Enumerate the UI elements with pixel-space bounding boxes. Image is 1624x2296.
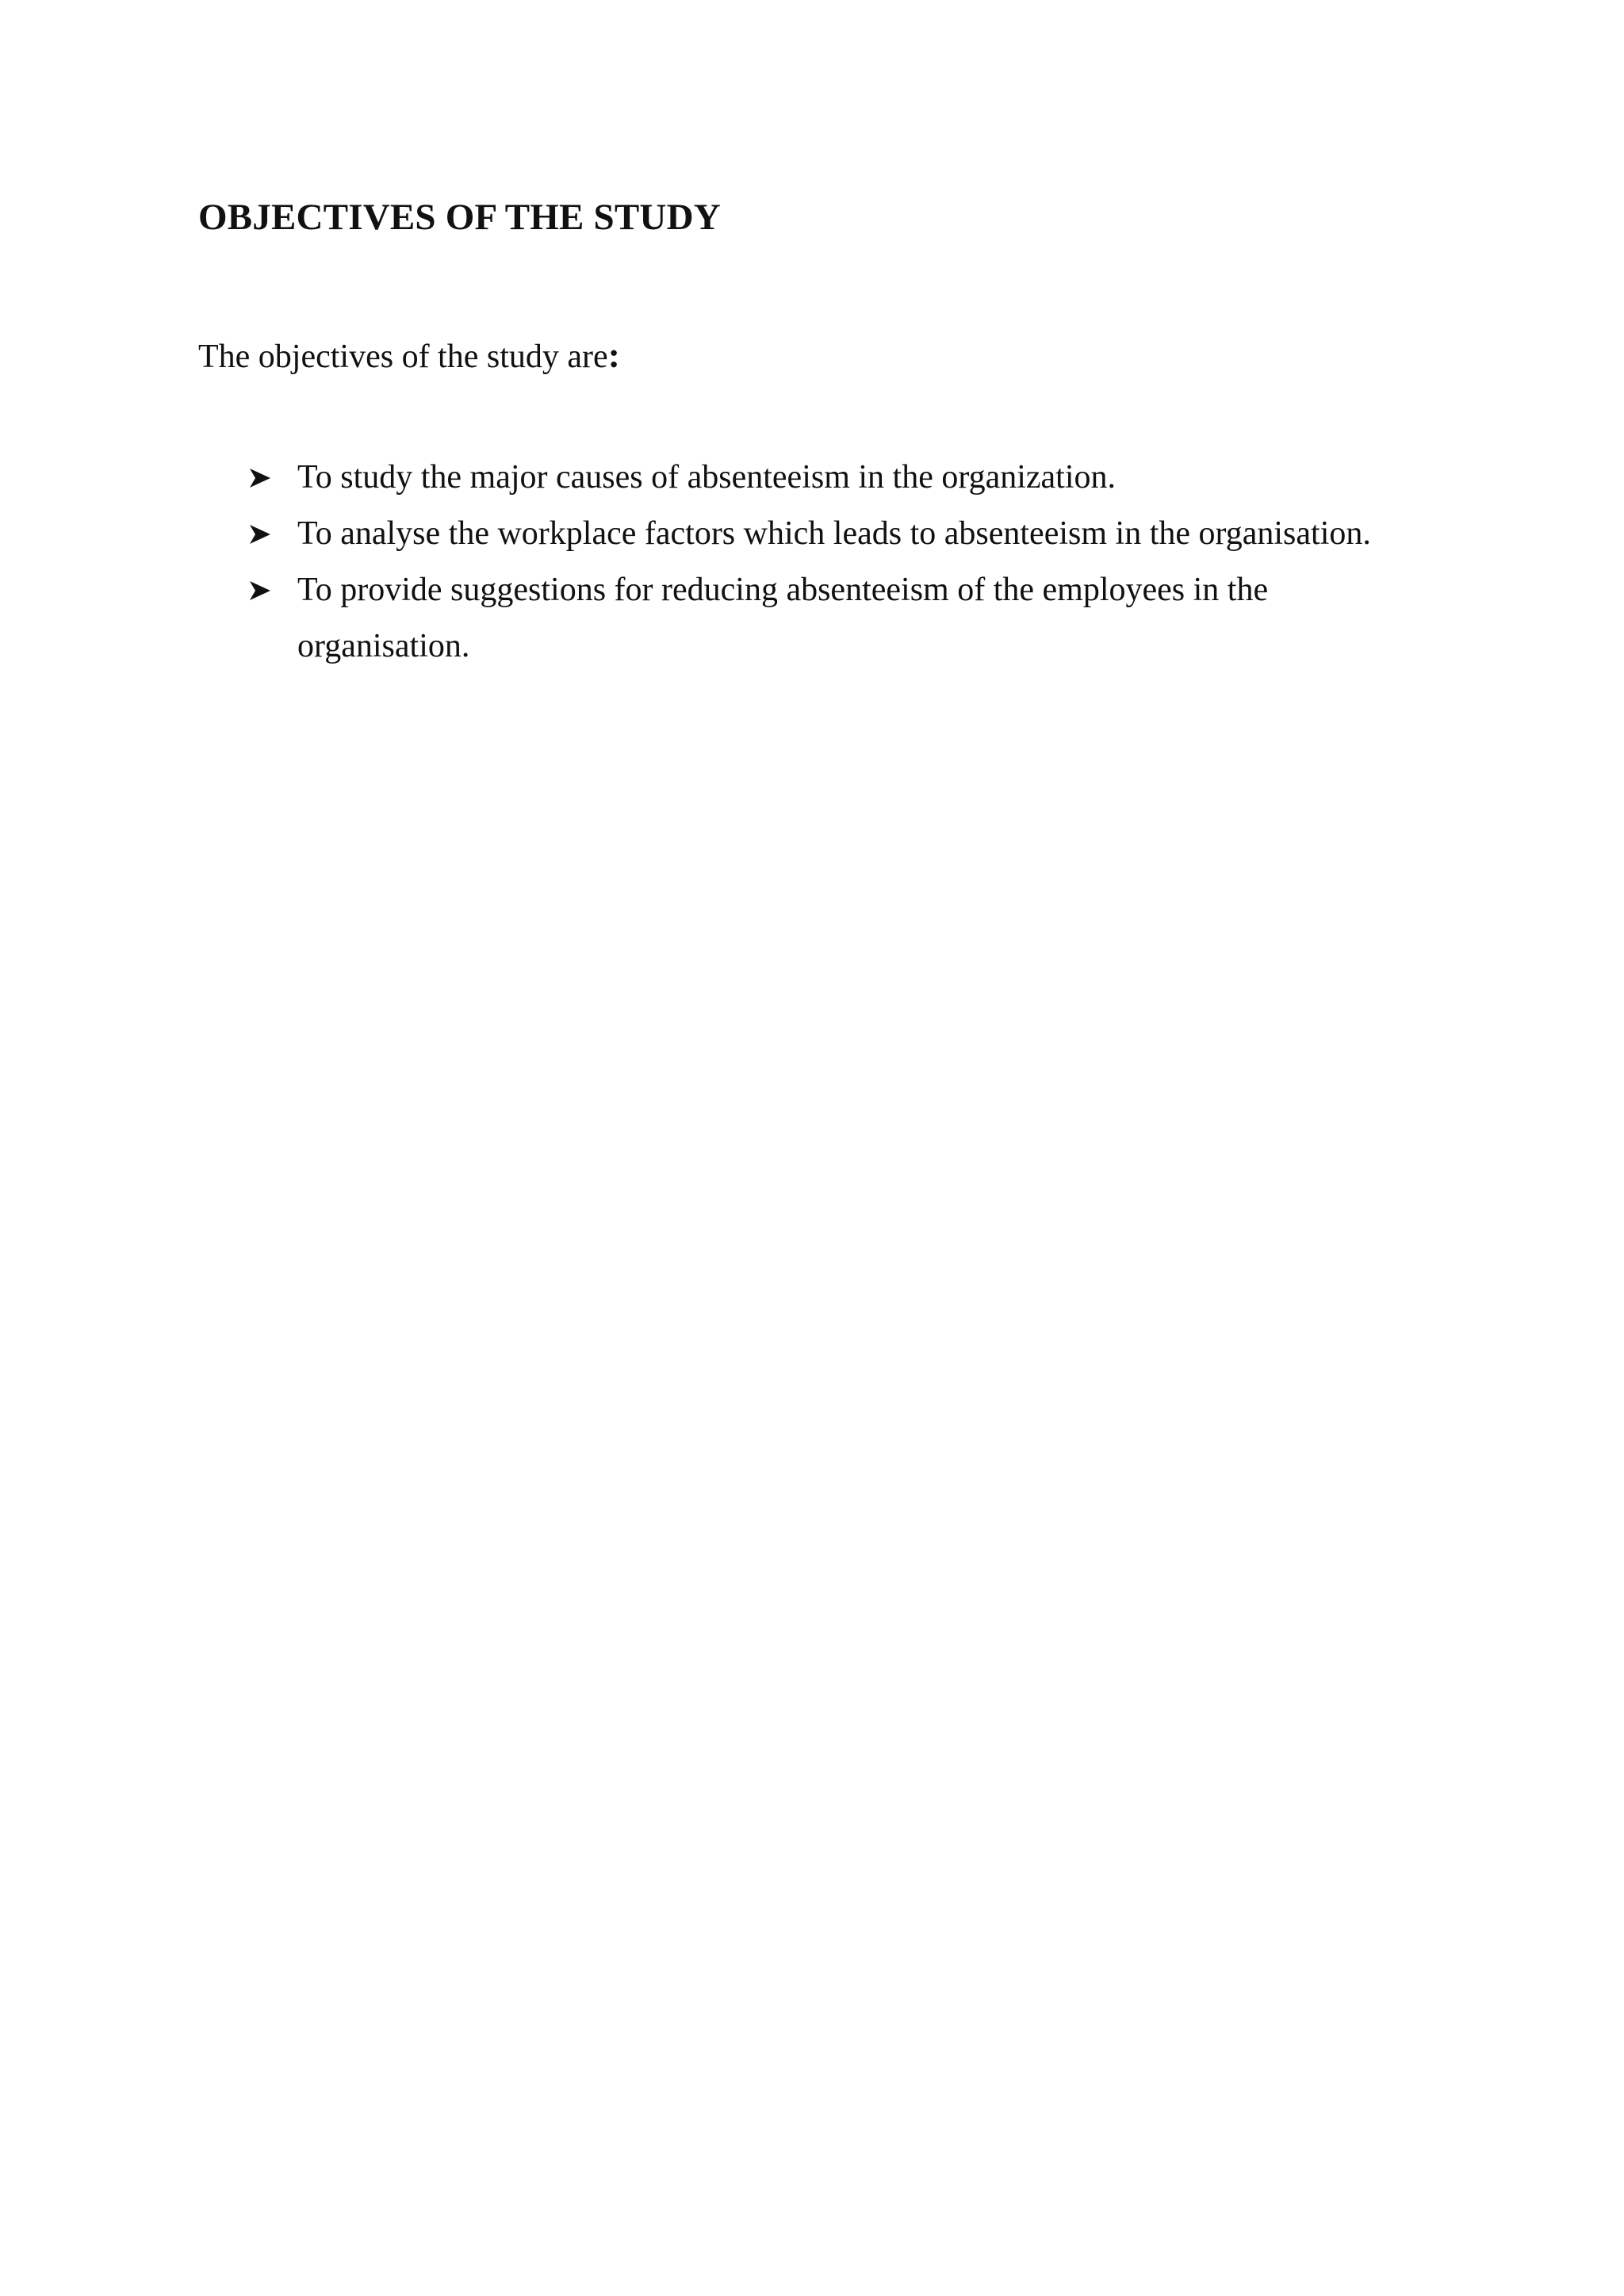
- objective-text: To study the major causes of absenteeism in the organization.: [297, 459, 1116, 496]
- intro-paragraph: [198, 331, 620, 381]
- arrowhead-bullet-icon: [249, 580, 271, 601]
- arrowhead-bullet-icon: [249, 468, 271, 488]
- intro-colon: :: [607, 335, 620, 375]
- section-heading: OBJECTIVES OF THE STUDY: [198, 197, 721, 238]
- objective-text: To provide suggestions for reducing absenteeism of the employees in the organisation.: [297, 572, 1269, 664]
- intro-text: The objectives of the study are: [198, 339, 608, 375]
- objective-item: [198, 506, 1435, 562]
- objective-text: To analyse the workplace factors which leads to absenteeism in the organisation.: [297, 515, 1371, 552]
- arrowhead-bullet-icon: [249, 524, 271, 545]
- objective-item: [198, 450, 1435, 506]
- objectives-list: [198, 450, 1435, 675]
- objective-item: [198, 562, 1435, 675]
